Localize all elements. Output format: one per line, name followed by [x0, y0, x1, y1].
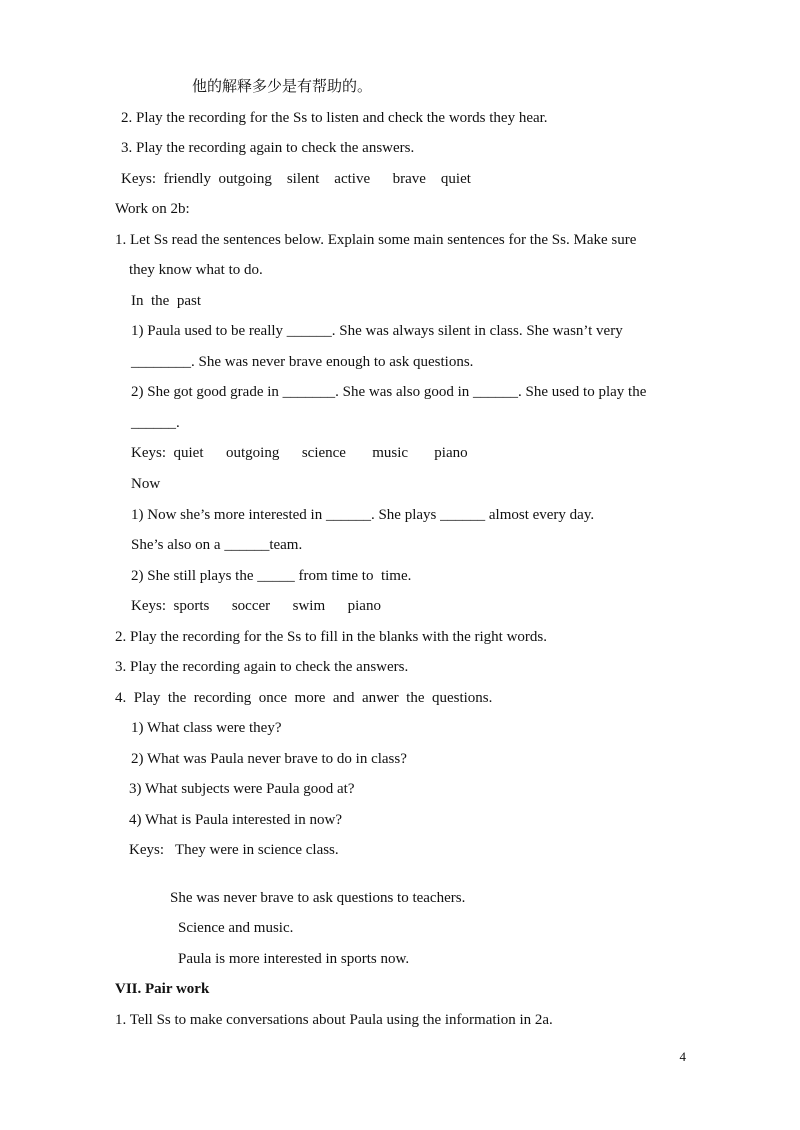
page-number: 4 — [679, 1049, 686, 1064]
text-line: She was never brave to ask questions to teachers. — [170, 890, 466, 906]
text-line: 1) What class were they? — [131, 720, 282, 736]
text-line: 2) What was Paula never brave to do in class? — [131, 751, 407, 767]
text-line: 2. Play the recording for the Ss to fill in the blanks with the right words. — [115, 629, 548, 645]
text-line: 1. Let Ss read the sentences below. Explain some main sentences for the Ss. Make sure — [115, 232, 637, 248]
text-line: ______. — [131, 415, 180, 431]
text-line: 1) Now she’s more interested in ______. She plays ______ almost every day. — [131, 507, 595, 523]
text-line: 3. Play the recording again to check the answers. — [121, 140, 415, 156]
text-line: 4) What is Paula interested in now? — [129, 812, 343, 828]
text-line: 2) She got good grade in _______. She was also good in ______. She used to play the — [131, 384, 647, 400]
text-line: In the past — [131, 293, 201, 309]
text-line: ________. She was never brave enough to ask questions. — [131, 354, 474, 370]
text-line: 4. Play the recording once more and anwer the questions. — [115, 690, 493, 706]
text-line: Work on 2b: — [115, 201, 190, 217]
text-line: they know what to do. — [129, 262, 263, 278]
text-line: 3. Play the recording again to check the answers. — [115, 659, 409, 675]
text-line: 1. Tell Ss to make conversations about Paula using the information in 2a. — [115, 1012, 553, 1028]
text-line: 1) Paula used to be really ______. She was always silent in class. She wasn’t very — [131, 323, 623, 339]
text-line: Paula is more interested in sports now. — [178, 951, 410, 967]
text-line: 3) What subjects were Paula good at? — [129, 781, 355, 797]
text-line: Now — [131, 476, 161, 492]
text-line: Keys: quiet outgoing science music piano — [131, 445, 468, 461]
text-line: 2) She still plays the _____ from time to time. — [131, 568, 412, 584]
section-heading: VII. Pair work — [115, 981, 210, 997]
text-line: 他的解释多少是有帮助的。 — [192, 79, 373, 95]
text-line: Keys: sports soccer swim piano — [131, 598, 381, 614]
text-line: Science and music. — [178, 920, 294, 936]
text-line: 2. Play the recording for the Ss to listen and check the words they hear. — [121, 110, 548, 126]
text-line: Keys: They were in science class. — [129, 842, 339, 858]
text-line: Keys: friendly outgoing silent active brave quiet — [121, 171, 471, 187]
text-line: She’s also on a ______team. — [131, 537, 303, 553]
